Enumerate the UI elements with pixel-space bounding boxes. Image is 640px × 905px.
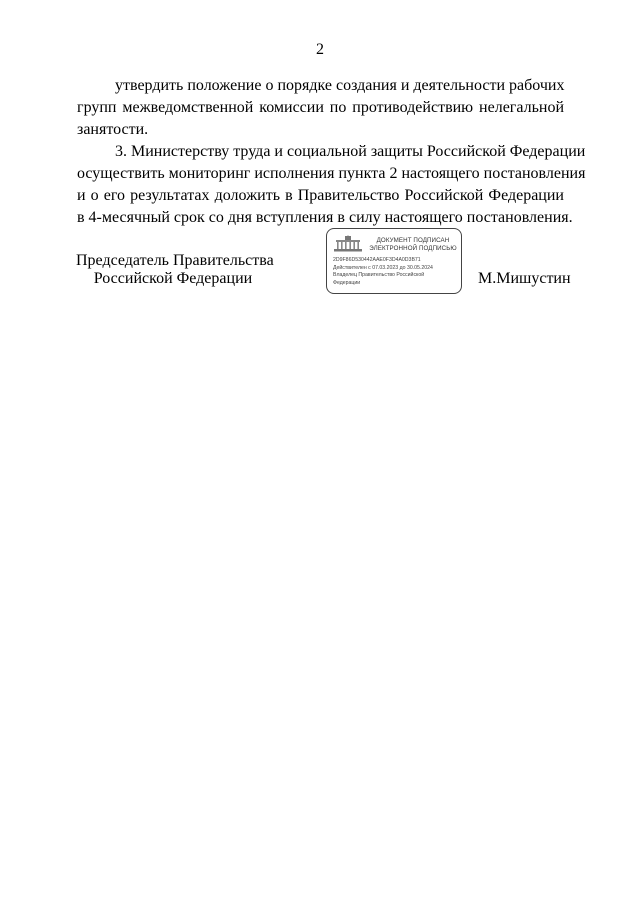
signatory-title-line-1: Председатель Правительства <box>76 252 274 269</box>
stamp-certificate: 2D9F86D530442AAE0F3D4A0D3B71 <box>333 257 421 263</box>
paragraph-2-line-3: и о его результатах доложить в Правительство Российской Федерации <box>77 187 564 204</box>
signatory-title-line-2: Российской Федерации <box>93 270 253 287</box>
paragraph-2-line-2: осуществить мониторинг исполнения пункта 2 настоящего постановления <box>77 165 586 182</box>
electronic-signature-stamp <box>326 228 462 294</box>
stamp-header <box>367 237 459 253</box>
stamp-details <box>333 257 459 287</box>
government-building-icon <box>333 235 363 253</box>
paragraph-2-line-1: 3. Министерству труда и социальной защиты Российской Федерации <box>115 143 586 160</box>
stamp-owner-line-1: Владелец Правительство Российской <box>333 272 425 279</box>
paragraph-1-line-2: групп межведомственной комиссии по противодействию нелегальной <box>77 99 564 116</box>
paragraph-1-line-3: занятости. <box>77 121 149 138</box>
paragraph-2-line-4: в 4-месячный срок со дня вступления в силу настоящего постановления. <box>77 209 573 226</box>
stamp-header-line-2: ЭЛЕКТРОННОЙ ПОДПИСЬЮ <box>369 245 457 252</box>
stamp-owner-line-2: Федерации <box>333 279 361 286</box>
stamp-validity: Действителен с 07.03.2023 до 30.05.2024 <box>333 264 433 271</box>
document-body <box>77 75 586 229</box>
signatory-name: М.Мишустин <box>478 270 571 287</box>
signatory-title <box>76 252 274 288</box>
stamp-header-line-1: ДОКУМЕНТ ПОДПИСАН <box>376 237 450 244</box>
paragraph-1-line-1: утвердить положение о порядке создания и деятельности рабочих <box>115 77 565 94</box>
page-number: 2 <box>316 41 324 58</box>
